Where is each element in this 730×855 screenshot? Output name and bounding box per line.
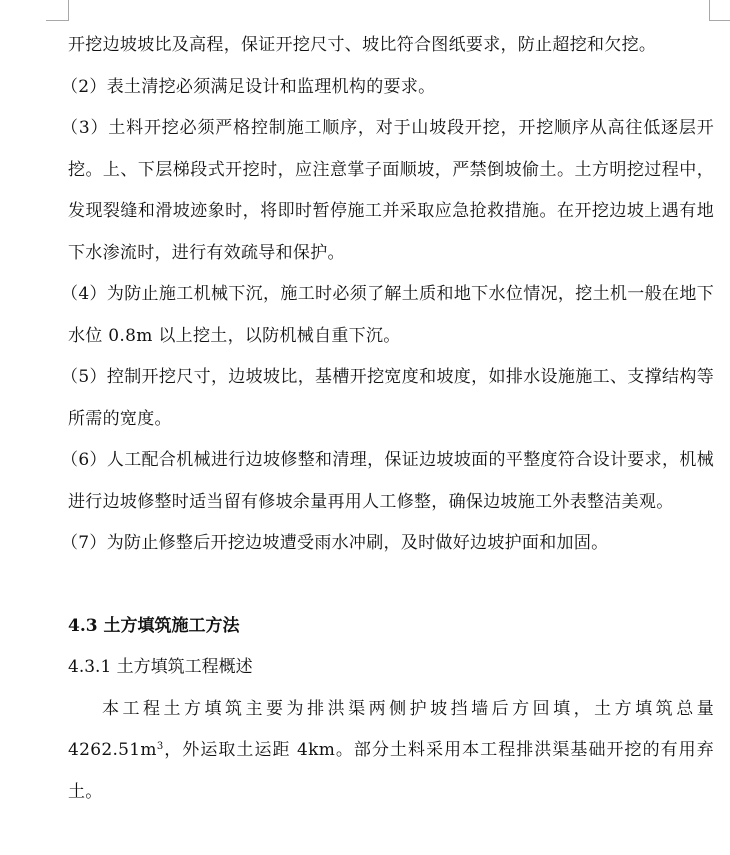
paragraph-item-5: （5）控制开挖尺寸，边坡坡比，基槽开挖宽度和坡度，如排水设施施工、支撑结构等所需的宽度。 — [61, 367, 714, 429]
document-body — [61, 25, 714, 813]
paragraph-item-2: （2）表土清挖必须满足设计和监理机构的要求。 — [61, 76, 436, 97]
paragraph-gap — [68, 565, 714, 606]
paragraph-item-6: （6）人工配合机械进行边坡修整和清理，保证边坡坡面的平整度符合设计要求，机械进行边坡修整时适当留有修坡余量再用人工修整，确保边坡施工外表整洁美观。 — [61, 450, 714, 512]
section-heading-4-3-1: 4.3.1 土方填筑工程概述 — [68, 657, 253, 677]
margin-corner-mark-left — [46, 0, 69, 21]
paragraph-item-7: （7）为防止修整后开挖边坡遭受雨水冲刷，及时做好边坡护面和加固。 — [61, 533, 609, 553]
cubic-superscript: 3 — [156, 741, 164, 752]
fill-overview-text-start: 本工程土方填筑主要为排洪渠两侧护坡挡墙后方回填，土方填筑总量 4262.51m — [68, 698, 714, 760]
paragraph-item-3: （3）土料开挖必须严格控制施工顺序，对于山坡段开挖，开挖顺序从高往低逐层开挖。上、下层梯段式开挖时，应注意掌子面顺坡，严禁倒坡偷土。土方明挖过程中，发现裂缝和滑坡迹象时，将即时暂停施工并采取应急抢救措施。在开挖边坡上遇有地下水渗流时，进行有效疏导和保护。 — [61, 118, 714, 263]
paragraph-fill-overview — [68, 689, 714, 814]
paragraph-intro: 开挖边坡坡比及高程，保证开挖尺寸、坡比符合图纸要求，防止超挖和欠挖。 — [68, 35, 657, 55]
margin-corner-mark-right — [709, 0, 730, 21]
paragraph-item-4: （4）为防止施工机械下沉，施工时必须了解土质和地下水位情况，挖土机一般在地下水位 0.8m 以上挖土，以防机械自重下沉。 — [61, 284, 714, 346]
section-heading-4-3: 4.3 土方填筑施工方法 — [68, 615, 240, 636]
fill-overview-text-end: ，外运取土运距 4km。部分土料采用本工程排洪渠基础开挖的有用弃土。 — [68, 740, 714, 802]
